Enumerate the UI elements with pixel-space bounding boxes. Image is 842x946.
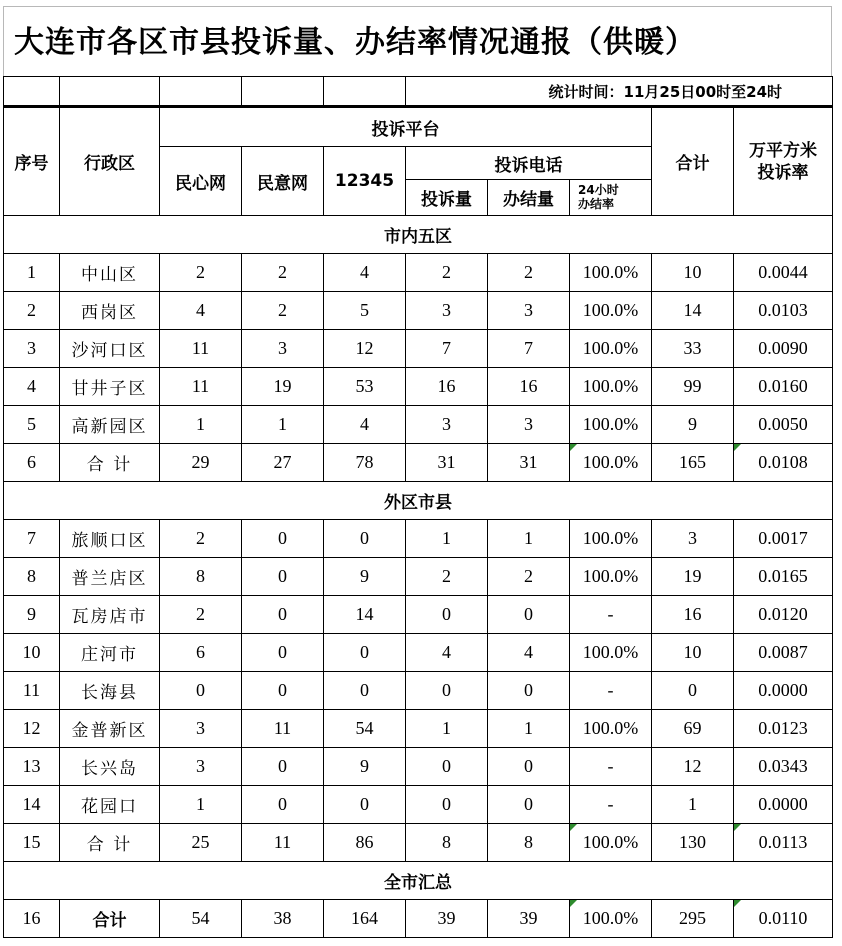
report-table: [3, 76, 833, 938]
cell-district: 中山区: [60, 254, 160, 292]
cell-per10k: 0.0103: [734, 292, 833, 330]
cell-complaints: 0: [406, 748, 488, 786]
cell-hotline: 78: [324, 444, 406, 482]
header-complaints: 投诉量: [406, 180, 488, 216]
cell-complaints: 2: [406, 558, 488, 596]
cell-minyi: 2: [242, 254, 324, 292]
cell-total: 0: [652, 672, 734, 710]
cell-complaints: 1: [406, 710, 488, 748]
cell-per10k: 0.0000: [734, 672, 833, 710]
cell-complaints: 7: [406, 330, 488, 368]
cell-total: 33: [652, 330, 734, 368]
cell-district: 高新园区: [60, 406, 160, 444]
cell-seq: 13: [4, 748, 60, 786]
cell-minxin: 0: [160, 672, 242, 710]
cell-complaints: 3: [406, 292, 488, 330]
cell-per10k: 0.0110: [734, 900, 833, 938]
cell-complaints: 8: [406, 824, 488, 862]
header-minyi: 民意网: [242, 147, 324, 216]
cell-district: 长海县: [60, 672, 160, 710]
cell-minyi: 27: [242, 444, 324, 482]
cell-rate: 100.0%: [570, 634, 652, 672]
cell-hotline: 4: [324, 254, 406, 292]
cell-minyi: 11: [242, 824, 324, 862]
cell-seq: 4: [4, 368, 60, 406]
cell-resolved: 1: [488, 710, 570, 748]
cell-per10k: 0.0165: [734, 558, 833, 596]
cell-rate: 100.0%: [570, 520, 652, 558]
cell-resolved: 0: [488, 672, 570, 710]
header-per10k-text: 万平方米投诉率: [749, 140, 818, 183]
cell-minxin: 1: [160, 786, 242, 824]
section-row: [4, 216, 833, 254]
cell-resolved: 31: [488, 444, 570, 482]
table-row: [4, 634, 833, 672]
cell-district: 合计: [60, 900, 160, 938]
cell-district: 甘井子区: [60, 368, 160, 406]
cell-rate: 100.0%: [570, 406, 652, 444]
header-hotline: 12345: [324, 147, 406, 216]
section-title: 全市汇总: [4, 862, 833, 900]
table-row: [4, 596, 833, 634]
table-row: [4, 444, 833, 482]
cell-complaints: 31: [406, 444, 488, 482]
cell-resolved: 4: [488, 634, 570, 672]
cell-complaints: 4: [406, 634, 488, 672]
cell-total: 99: [652, 368, 734, 406]
cell-per10k: 0.0050: [734, 406, 833, 444]
header-minxin: 民心网: [160, 147, 242, 216]
cell-hotline: 14: [324, 596, 406, 634]
cell-complaints: 2: [406, 254, 488, 292]
cell-seq: 15: [4, 824, 60, 862]
cell-rate: 100.0%: [570, 900, 652, 938]
cell-rate: -: [570, 672, 652, 710]
cell-seq: 3: [4, 330, 60, 368]
cell-minyi: 1: [242, 406, 324, 444]
cell-minxin: 2: [160, 520, 242, 558]
table-row: [4, 292, 833, 330]
cell-rate: 100.0%: [570, 330, 652, 368]
header-rate24-cell: [570, 180, 652, 216]
cell-resolved: 0: [488, 748, 570, 786]
cell-total: 130: [652, 824, 734, 862]
cell-seq: 10: [4, 634, 60, 672]
cell-seq: 11: [4, 672, 60, 710]
table-row: [4, 254, 833, 292]
cell-rate: 100.0%: [570, 444, 652, 482]
cell-hotline: 54: [324, 710, 406, 748]
cell-seq: 6: [4, 444, 60, 482]
cell-total: 16: [652, 596, 734, 634]
cell-seq: 9: [4, 596, 60, 634]
cell-hotline: 9: [324, 748, 406, 786]
cell-district: 花园口: [60, 786, 160, 824]
table-row: [4, 520, 833, 558]
cell-rate: 100.0%: [570, 558, 652, 596]
cell-per10k: 0.0087: [734, 634, 833, 672]
cell-seq: 5: [4, 406, 60, 444]
header-platform: 投诉平台: [160, 107, 652, 147]
header-rate24: 24小时办结率: [578, 182, 619, 211]
cell-minxin: 54: [160, 900, 242, 938]
cell-minxin: 11: [160, 330, 242, 368]
cell-per10k: 0.0017: [734, 520, 833, 558]
cell-minyi: 3: [242, 330, 324, 368]
cell-hotline: 0: [324, 634, 406, 672]
cell-resolved: 39: [488, 900, 570, 938]
cell-seq: 1: [4, 254, 60, 292]
cell-complaints: 1: [406, 520, 488, 558]
section-title: 市内五区: [4, 216, 833, 254]
cell-resolved: 3: [488, 292, 570, 330]
table-row: [4, 330, 833, 368]
cell-minyi: 38: [242, 900, 324, 938]
cell-seq: 16: [4, 900, 60, 938]
cell-resolved: 2: [488, 254, 570, 292]
cell-district: 瓦房店市: [60, 596, 160, 634]
header-per10k: [734, 107, 833, 216]
cell-district: 长兴岛: [60, 748, 160, 786]
cell-district: 旅顺口区: [60, 520, 160, 558]
cell-minyi: 2: [242, 292, 324, 330]
cell-minxin: 8: [160, 558, 242, 596]
table-row: [4, 672, 833, 710]
title-box: [3, 6, 832, 76]
table-row: [4, 786, 833, 824]
cell-hotline: 4: [324, 406, 406, 444]
cell-per10k: 0.0090: [734, 330, 833, 368]
cell-rate: -: [570, 786, 652, 824]
cell-hotline: 0: [324, 672, 406, 710]
cell-total: 10: [652, 254, 734, 292]
cell-seq: 2: [4, 292, 60, 330]
cell-complaints: 0: [406, 672, 488, 710]
cell-rate: -: [570, 748, 652, 786]
cell-minxin: 2: [160, 254, 242, 292]
cell-minyi: 11: [242, 710, 324, 748]
header-phone: 投诉电话: [406, 147, 652, 180]
page-title: 大连市各区市县投诉量、办结率情况通报（供暖）: [14, 25, 696, 60]
cell-district: 合 计: [60, 444, 160, 482]
cell-resolved: 8: [488, 824, 570, 862]
cell-minyi: 0: [242, 558, 324, 596]
header-seq: 序号: [4, 107, 60, 216]
cell-hotline: 0: [324, 520, 406, 558]
cell-minyi: 19: [242, 368, 324, 406]
cell-resolved: 1: [488, 520, 570, 558]
table-row: [4, 368, 833, 406]
cell-total: 295: [652, 900, 734, 938]
cell-per10k: 0.0108: [734, 444, 833, 482]
cell-district: 庄河市: [60, 634, 160, 672]
cell-minxin: 1: [160, 406, 242, 444]
cell-total: 9: [652, 406, 734, 444]
stat-time: 统计时间：11月25日00时至24时: [406, 77, 833, 107]
cell-minxin: 25: [160, 824, 242, 862]
cell-minxin: 4: [160, 292, 242, 330]
section-title: 外区市县: [4, 482, 833, 520]
cell-minxin: 3: [160, 710, 242, 748]
cell-hotline: 86: [324, 824, 406, 862]
cell-total: 19: [652, 558, 734, 596]
cell-rate: -: [570, 596, 652, 634]
cell-rate: 100.0%: [570, 368, 652, 406]
cell-total: 3: [652, 520, 734, 558]
cell-rate: 100.0%: [570, 710, 652, 748]
cell-minyi: 0: [242, 634, 324, 672]
cell-complaints: 3: [406, 406, 488, 444]
cell-per10k: 0.0343: [734, 748, 833, 786]
header-resolved: 办结量: [488, 180, 570, 216]
cell-per10k: 0.0000: [734, 786, 833, 824]
section-row: [4, 482, 833, 520]
cell-minxin: 11: [160, 368, 242, 406]
section-row: [4, 862, 833, 900]
cell-resolved: 16: [488, 368, 570, 406]
cell-hotline: 53: [324, 368, 406, 406]
cell-minyi: 0: [242, 786, 324, 824]
cell-minxin: 2: [160, 596, 242, 634]
cell-complaints: 0: [406, 786, 488, 824]
table-row: [4, 748, 833, 786]
stat-row: [4, 77, 833, 107]
cell-district: 金普新区: [60, 710, 160, 748]
cell-resolved: 7: [488, 330, 570, 368]
cell-hotline: 12: [324, 330, 406, 368]
cell-resolved: 2: [488, 558, 570, 596]
cell-minxin: 29: [160, 444, 242, 482]
cell-hotline: 5: [324, 292, 406, 330]
cell-per10k: 0.0160: [734, 368, 833, 406]
cell-resolved: 3: [488, 406, 570, 444]
cell-hotline: 164: [324, 900, 406, 938]
cell-complaints: 16: [406, 368, 488, 406]
cell-seq: 14: [4, 786, 60, 824]
cell-total: 10: [652, 634, 734, 672]
table-row: [4, 558, 833, 596]
cell-per10k: 0.0044: [734, 254, 833, 292]
cell-minxin: 6: [160, 634, 242, 672]
header-total: 合计: [652, 107, 734, 216]
table-row: [4, 406, 833, 444]
cell-per10k: 0.0120: [734, 596, 833, 634]
cell-district: 普兰店区: [60, 558, 160, 596]
cell-hotline: 0: [324, 786, 406, 824]
cell-resolved: 0: [488, 786, 570, 824]
table-row: [4, 824, 833, 862]
cell-seq: 12: [4, 710, 60, 748]
cell-hotline: 9: [324, 558, 406, 596]
cell-complaints: 39: [406, 900, 488, 938]
cell-per10k: 0.0113: [734, 824, 833, 862]
cell-total: 165: [652, 444, 734, 482]
cell-minyi: 0: [242, 672, 324, 710]
cell-rate: 100.0%: [570, 824, 652, 862]
cell-seq: 8: [4, 558, 60, 596]
cell-total: 12: [652, 748, 734, 786]
table-row: [4, 900, 833, 938]
cell-rate: 100.0%: [570, 254, 652, 292]
cell-total: 69: [652, 710, 734, 748]
cell-total: 14: [652, 292, 734, 330]
cell-district: 西岗区: [60, 292, 160, 330]
header-district: 行政区: [60, 107, 160, 216]
cell-per10k: 0.0123: [734, 710, 833, 748]
cell-district: 合 计: [60, 824, 160, 862]
cell-district: 沙河口区: [60, 330, 160, 368]
cell-seq: 7: [4, 520, 60, 558]
cell-resolved: 0: [488, 596, 570, 634]
cell-rate: 100.0%: [570, 292, 652, 330]
table-row: [4, 710, 833, 748]
cell-complaints: 0: [406, 596, 488, 634]
cell-minxin: 3: [160, 748, 242, 786]
cell-minyi: 0: [242, 748, 324, 786]
cell-minyi: 0: [242, 520, 324, 558]
cell-minyi: 0: [242, 596, 324, 634]
cell-total: 1: [652, 786, 734, 824]
